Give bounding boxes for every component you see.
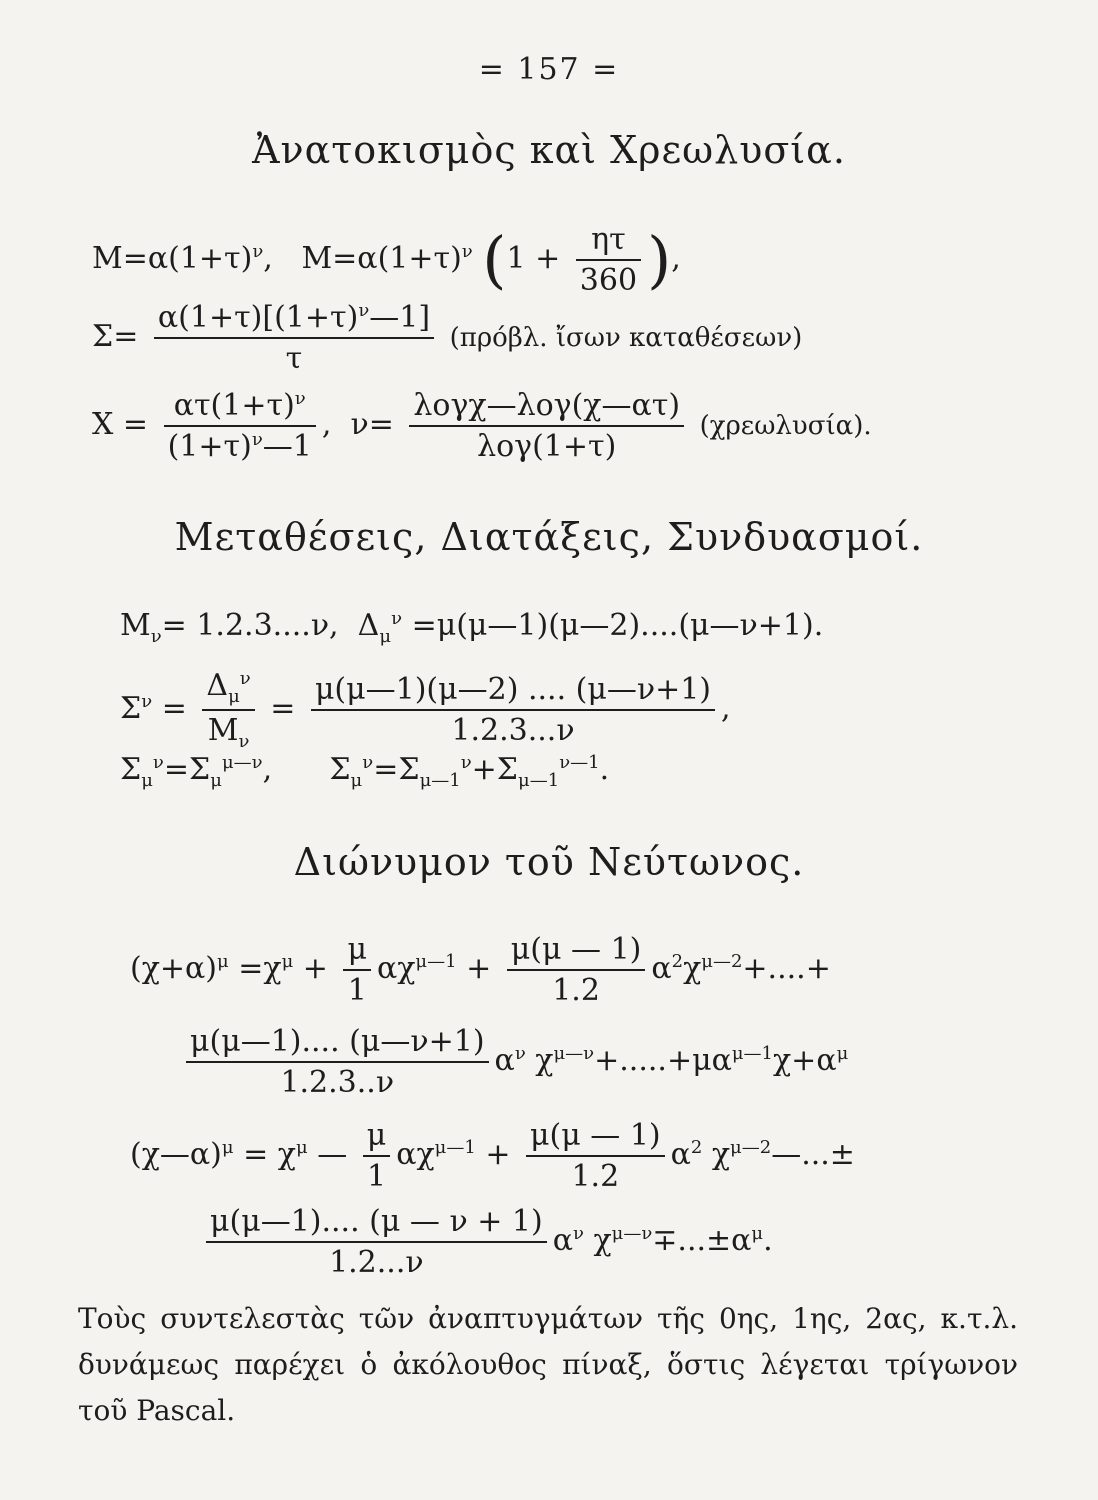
sigma-num-end: —1] bbox=[369, 300, 431, 335]
x-den-end: —1 bbox=[262, 429, 312, 464]
sigma-note: (πρόβλ. ἴσων καταθέσεων) bbox=[449, 323, 803, 353]
section-title-anatokismos: Ἀνατοκισμὸς καὶ Χρεωλυσία. bbox=[252, 128, 846, 172]
eq-m-mixed: M=α(1+τ) bbox=[301, 241, 462, 276]
equation-binomial-plus-cont: $\frac{\mu(\mu—1).... (\mu—\nu+1)}{1.2.3..\nu}$ $\alpha^\nu$ $\chi^{\mu—\nu}+.....+\mu\alpha^{\mu—1}\chi+\alpha^\mu$ bbox=[180, 1024, 848, 1100]
equation-binomial-minus: (χ—α)$^\mu$ = $\chi^\mu$ — $\frac{\mu}{1}$ $\alpha\chi^{\mu—1}$ + $\frac{\mu(\mu — 1)}{1.2}$ $\alpha^2$ $\chi^{\mu—2}—...\pm$ bbox=[130, 1118, 855, 1194]
nu-den: λογ(1+τ) bbox=[477, 429, 617, 464]
section-title-newton: Διώνυμον τοῦ Νεύτωνος. bbox=[293, 840, 805, 884]
sigma-den: τ bbox=[285, 341, 303, 376]
binom-minus-lhs: (χ—α) bbox=[130, 1137, 222, 1172]
x-num: ατ(1+τ) bbox=[173, 388, 295, 423]
coef2-den: 1.2 bbox=[552, 973, 600, 1008]
binom-plus-lhs: (χ+α) bbox=[130, 951, 217, 986]
coef1-den: 1 bbox=[347, 973, 367, 1008]
section-title-metatheseis: Μεταθέσεις, Διατάξεις, Συνδυασμοί. bbox=[174, 515, 924, 559]
binom-plus-first: =χ bbox=[238, 951, 282, 986]
equation-combinations: $\Sigma^\nu$ = $\frac{\Delta_\mu^\nu}{M_\nu}$ = $\frac{\mu(\mu—1)(\mu—2) .... (\mu—\nu+1)}{1.2.3...\nu}$ , bbox=[120, 668, 731, 752]
equation-combination-identities: $\Sigma_\mu^\nu=\Sigma_\mu^{\mu—\nu}$, $\Sigma_\mu^\nu=\Sigma_{\mu—1}^\nu+\Sigma_{\mu—1}^{\nu—1}$. bbox=[120, 752, 610, 791]
x-note: (χρεωλυσία). bbox=[699, 411, 872, 441]
binom-general-den: 1.2.3..ν bbox=[280, 1065, 395, 1100]
eq-fraction-den: 360 bbox=[579, 263, 638, 298]
equation-amortization: X = $\frac{\alpha\tau(1+\tau)^\nu}{(1+\tau)^\nu—1}$ , ν= $\frac{\text{λογχ—λογ(χ—ατ)}}{\text{λογ(1+τ)}}$ (χρεωλυσία). bbox=[92, 388, 872, 464]
arrangements-formula: =μ(μ—1)(μ—2)....(μ—ν+1). bbox=[411, 608, 824, 643]
perm-product: = 1.2.3....ν, bbox=[161, 608, 339, 643]
closing-paragraph: Τοὺς συντελεστὰς τῶν ἀναπτυγμάτων τῆς 0ης, 1ης, 2ας, κ.τ.λ. δυνάμεως παρέχει ὁ ἀκόλουθος πίναξ, ὅστις λέγεται τρίγωνον τοῦ Pascal. bbox=[78, 1302, 1018, 1427]
eq-m-simple: M=α(1+τ) bbox=[92, 241, 253, 276]
binom-minus-den: 1.2...ν bbox=[329, 1245, 424, 1280]
binom-minus-num: μ(μ—1).... (μ — ν + 1) bbox=[206, 1204, 547, 1243]
equation-permutations: $M_\nu= 1.2.3....\nu$, $\Delta_\mu^\nu$ =μ(μ—1)(μ—2)....(μ—ν+1). bbox=[120, 608, 824, 647]
x-den: (1+τ) bbox=[167, 429, 252, 464]
sigma-num: α(1+τ)[(1+τ) bbox=[157, 300, 359, 335]
comb-den: 1.2.3...ν bbox=[451, 713, 575, 748]
eq-fraction-num: ητ bbox=[576, 222, 641, 261]
binom-general-num: μ(μ—1).... (μ—ν+1) bbox=[186, 1024, 489, 1063]
nu-num: λογχ—λογ(χ—ατ) bbox=[409, 388, 684, 427]
perm-m: M bbox=[120, 608, 151, 643]
coef1-num: μ bbox=[343, 932, 371, 971]
coef2-num: μ(μ — 1) bbox=[507, 932, 646, 971]
comb-num: μ(μ—1)(μ—2) .... (μ—ν+1) bbox=[311, 672, 715, 711]
page-number: = 157 = bbox=[478, 52, 620, 87]
equation-compound-interest: $M=\alpha(1+\tau)^\nu$, $M=\alpha(1+\tau)^\nu$ (1 + $\frac{\eta\tau}{360}$ ), bbox=[92, 222, 681, 298]
equation-binomial-plus: $(\chi+\alpha)^\mu =\chi^\mu$ + $\frac{\mu}{1}$ $\alpha\chi^{\mu—1}$ + $\frac{\mu(\mu — 1)}{1.2}$ $\alpha^2\chi^{\mu—2}+....+$ bbox=[130, 932, 831, 1008]
equation-sigma-deposits: Σ= $\frac{\alpha(1+\tau)[(1+\tau)^\nu—1]}{\tau}$ (πρόβλ. ἴσων καταθέσεων) bbox=[92, 300, 803, 376]
equation-binomial-minus-cont: $\frac{\mu(\mu—1).... (\mu — \nu + 1)}{1.2...\nu}$ $\alpha^\nu$ $\chi^{\mu—\nu}\mp...\pm\alpha^\mu$. bbox=[200, 1204, 773, 1280]
